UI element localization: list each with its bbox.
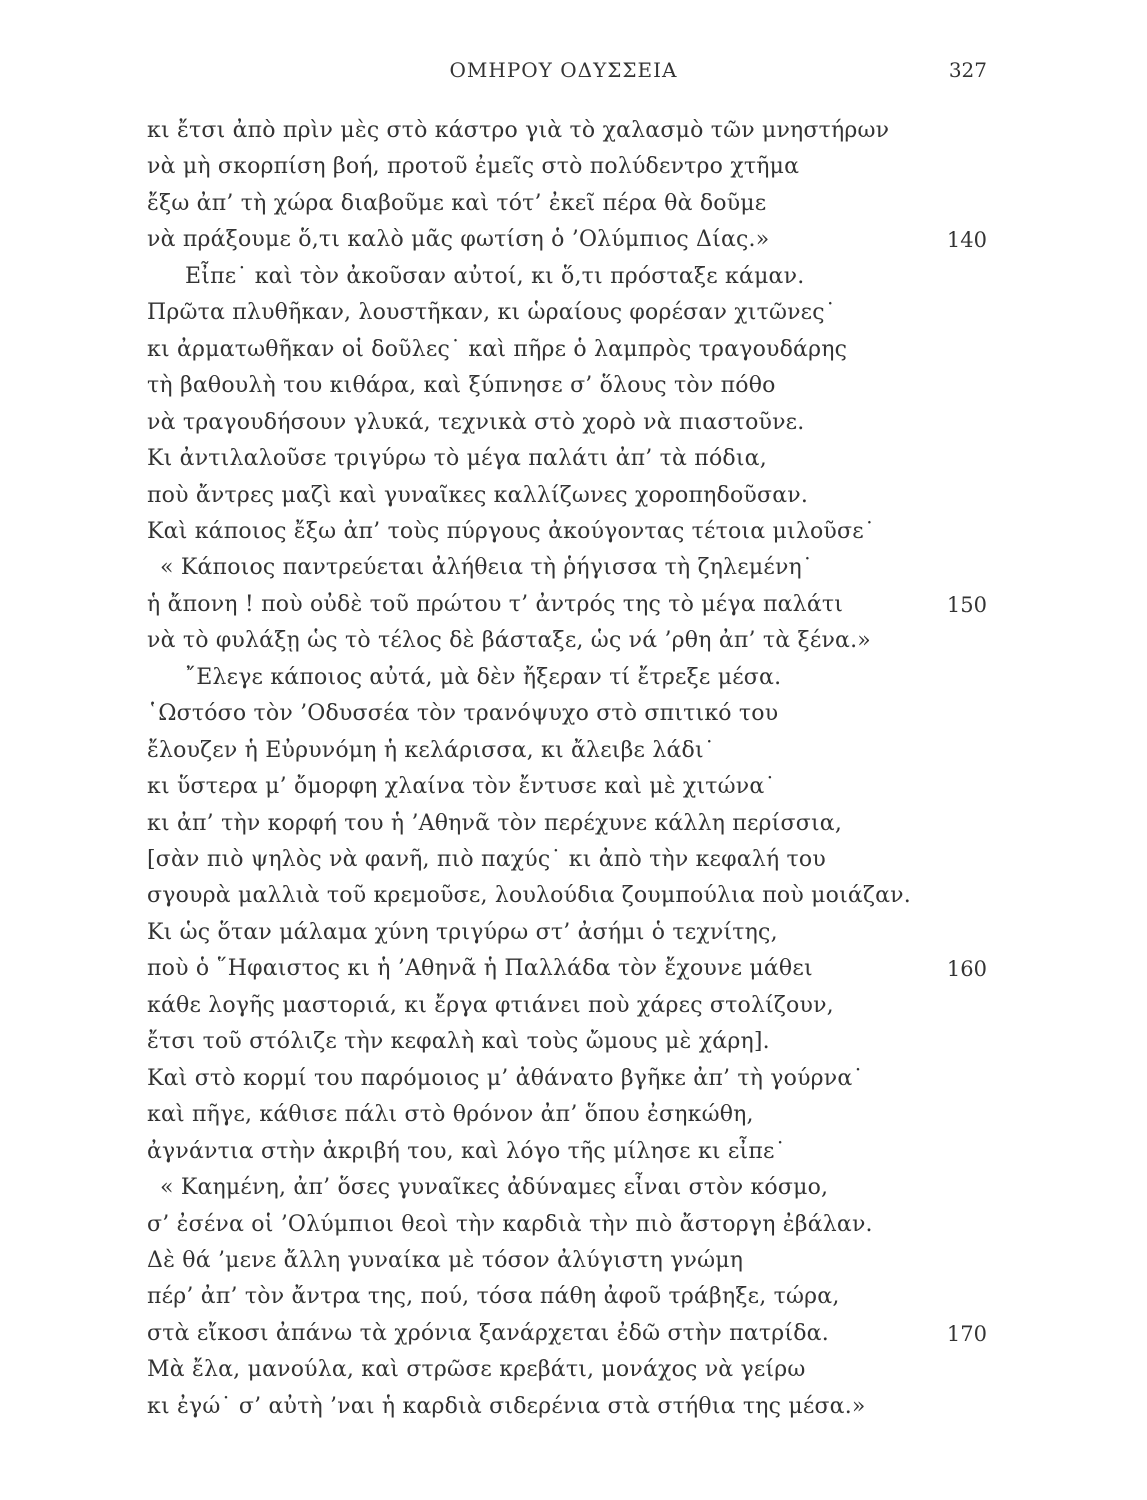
- page-number: 327: [948, 58, 987, 82]
- verse-line: ἔτσι τοῦ στόλιζε τὴν κεφαλὴ καὶ τοὺς ὤμους μὲ χάρη].: [147, 1029, 770, 1055]
- verse-line: καὶ πῆγε, κάθισε πάλι στὸ θρόνον ἀπ’ ὅπου ἐσηκώθη,: [147, 1102, 754, 1128]
- verse-line: Εἶπε˙ καὶ τὸν ἀκοῦσαν αὐτοί, κι ὅ,τι πρόσταξε κάμαν.: [185, 263, 805, 289]
- line-number: 150: [946, 592, 987, 617]
- verse-line: νὰ πράξουμε ὅ,τι καλὸ μᾶς φωτίση ὁ ’Ολύμπιος Δίας.»: [147, 227, 770, 253]
- verse-line: Κι ἀντιλαλοῦσε τριγύρω τὸ μέγα παλάτι ἀπ’ τὰ πόδια,: [147, 446, 767, 472]
- verse-line: Καὶ κάποιος ἔξω ἀπ’ τοὺς πύργους ἀκούγοντας τέτοια μιλοῦσε˙: [147, 518, 876, 544]
- verse-line: ποὺ ὁ ῞Ηφαιστος κι ἡ ’Αθηνᾶ ἡ Παλλάδα τὸν ἔχουνε μάθει: [147, 956, 813, 982]
- verse-line: [σὰν πιὸ ψηλὸς νὰ φανῆ, πιὸ παχύς˙ κι ἀπὸ τὴν κεφαλή του: [147, 847, 826, 872]
- verse-line: ῎Ελεγε κάποιος αὐτά, μὰ δὲν ἤξεραν τί ἔτρεξε μέσα.: [185, 664, 782, 690]
- verse-line: κι ἀρματωθῆκαν οἱ δοῦλες˙ καὶ πῆρε ὁ λαμπρὸς τραγουδάρης: [147, 336, 848, 362]
- verse-line: στὰ εἴκοσι ἀπάνω τὰ χρόνια ξανάρχεται ἐδῶ στὴν πατρίδα.: [147, 1320, 829, 1346]
- verse-line: Δὲ θά ’μενε ἄλλη γυναίκα μὲ τόσον ἀλύγιστη γνώμη: [147, 1247, 744, 1273]
- verse-line: τὴ βαθουλὴ του κιθάρα, καὶ ξύπνησε σ’ ὅλους τὸν πόθο: [147, 373, 776, 399]
- verse-line: κι ἐγώ˙ σ’ αὐτὴ ’ναι ἡ καρδιὰ σιδερένια στὰ στήθια της μέσα.»: [147, 1393, 866, 1419]
- verse-line: Πρῶτα πλυθῆκαν, λουστῆκαν, κι ὡραίους φορέσαν χιτῶνες˙: [147, 300, 836, 326]
- verse-line: « Καημένη, ἀπ’ ὅσες γυναῖκες ἀδύναμες εἶναι στὸν κόσμο,: [160, 1175, 829, 1201]
- verse-line: κι ὕστερα μ’ ὄμορφη χλαίνα τὸν ἔντυσε καὶ μὲ χιτώνα˙: [147, 774, 776, 800]
- verse-line: ἡ ἄπονη ! ποὺ οὐδὲ τοῦ πρώτου τ’ ἀντρός της τὸ μέγα παλάτι: [147, 591, 844, 617]
- verse-line: νὰ τὸ φυλάξῃ ὡς τὸ τέλος δὲ βάσταξε, ὡς νά ’ρθη ἀπ’ τὰ ξένα.»: [147, 628, 871, 654]
- verse-line: ποὺ ἄντρες μαζὶ καὶ γυναῖκες καλλίζωνες χοροπηδοῦσαν.: [147, 482, 809, 508]
- verse-line: σ’ ἐσένα οἱ ’Ολύμπιοι θεοὶ τὴν καρδιὰ τὴν πιὸ ἄστοργη ἐβάλαν.: [147, 1211, 873, 1237]
- verse-line: Καὶ στὸ κορμί του παρόμοιος μ’ ἀθάνατο βγῆκε ἀπ’ τὴ γούρνα˙: [147, 1065, 864, 1091]
- verse-line: σγουρὰ μαλλιὰ τοῦ κρεμοῦσε, λουλούδια ζουμπούλια ποὺ μοιάζαν.: [147, 883, 911, 909]
- verse-line: πέρ’ ἀπ’ τὸν ἄντρα της, πού, τόσα πάθη ἀφοῦ τράβηξε, τώρα,: [147, 1284, 840, 1310]
- verse-line: Μὰ ἔλα, μανούλα, καὶ στρῶσε κρεβάτι, μονάχος νὰ γείρω: [147, 1357, 806, 1383]
- verse-line: ῾Ωστόσο τὸν ’Οδυσσέα τὸν τρανόψυχο στὸ σπιτικό του: [147, 701, 779, 727]
- line-number: 160: [946, 957, 987, 982]
- verse-line: κι ἔτσι ἀπὸ πρὶν μὲς στὸ κάστρο γιὰ τὸ χαλασμὸ τῶν μνηστήρων: [147, 118, 890, 143]
- verse-line: νὰ μὴ σκορπίση βοή, προτοῦ ἐμεῖς στὸ πολύδεντρο χτῆμα: [147, 154, 800, 180]
- verse-line: ἔλουζεν ἡ Εὐρυνόμη ἡ κελάρισσα, κι ἄλειβε λάδι˙: [147, 737, 715, 763]
- verse-line: ἀγνάντια στὴν ἀκριβή του, καὶ λόγο τῆς μίλησε κι εἶπε˙: [147, 1138, 786, 1164]
- line-number: 140: [946, 228, 987, 253]
- line-number: 170: [946, 1321, 987, 1346]
- page-header: [0, 58, 1147, 88]
- verse-line: Κι ὡς ὅταν μάλαμα χύνη τριγύρω στ’ ἀσήμι ὁ τεχνίτης,: [147, 919, 778, 945]
- running-title: ΟΜΗΡΟΥ ΟΔΥΣΣΕΙΑ: [449, 58, 678, 82]
- verse-line: ἔξω ἀπ’ τὴ χώρα διαβοῦμε καὶ τότ’ ἐκεῖ πέρα θὰ δοῦμε: [147, 190, 767, 216]
- verse-line: « Κάποιος παντρεύεται ἀλήθεια τὴ ῥήγισσα τὴ ζηλεμένη˙: [160, 555, 814, 581]
- verse-line: κάθε λογῆς μαστοριά, κι ἔργα φτιάνει ποὺ χάρες στολίζουν,: [147, 992, 834, 1018]
- verse-line: νὰ τραγουδήσουν γλυκά, τεχνικὰ στὸ χορὸ νὰ πιαστοῦνε.: [147, 409, 805, 435]
- verse-line: κι ἀπ’ τὴν κορφή του ἡ ’Αθηνᾶ τὸν περέχυνε κάλλη περίσσια,: [147, 810, 843, 836]
